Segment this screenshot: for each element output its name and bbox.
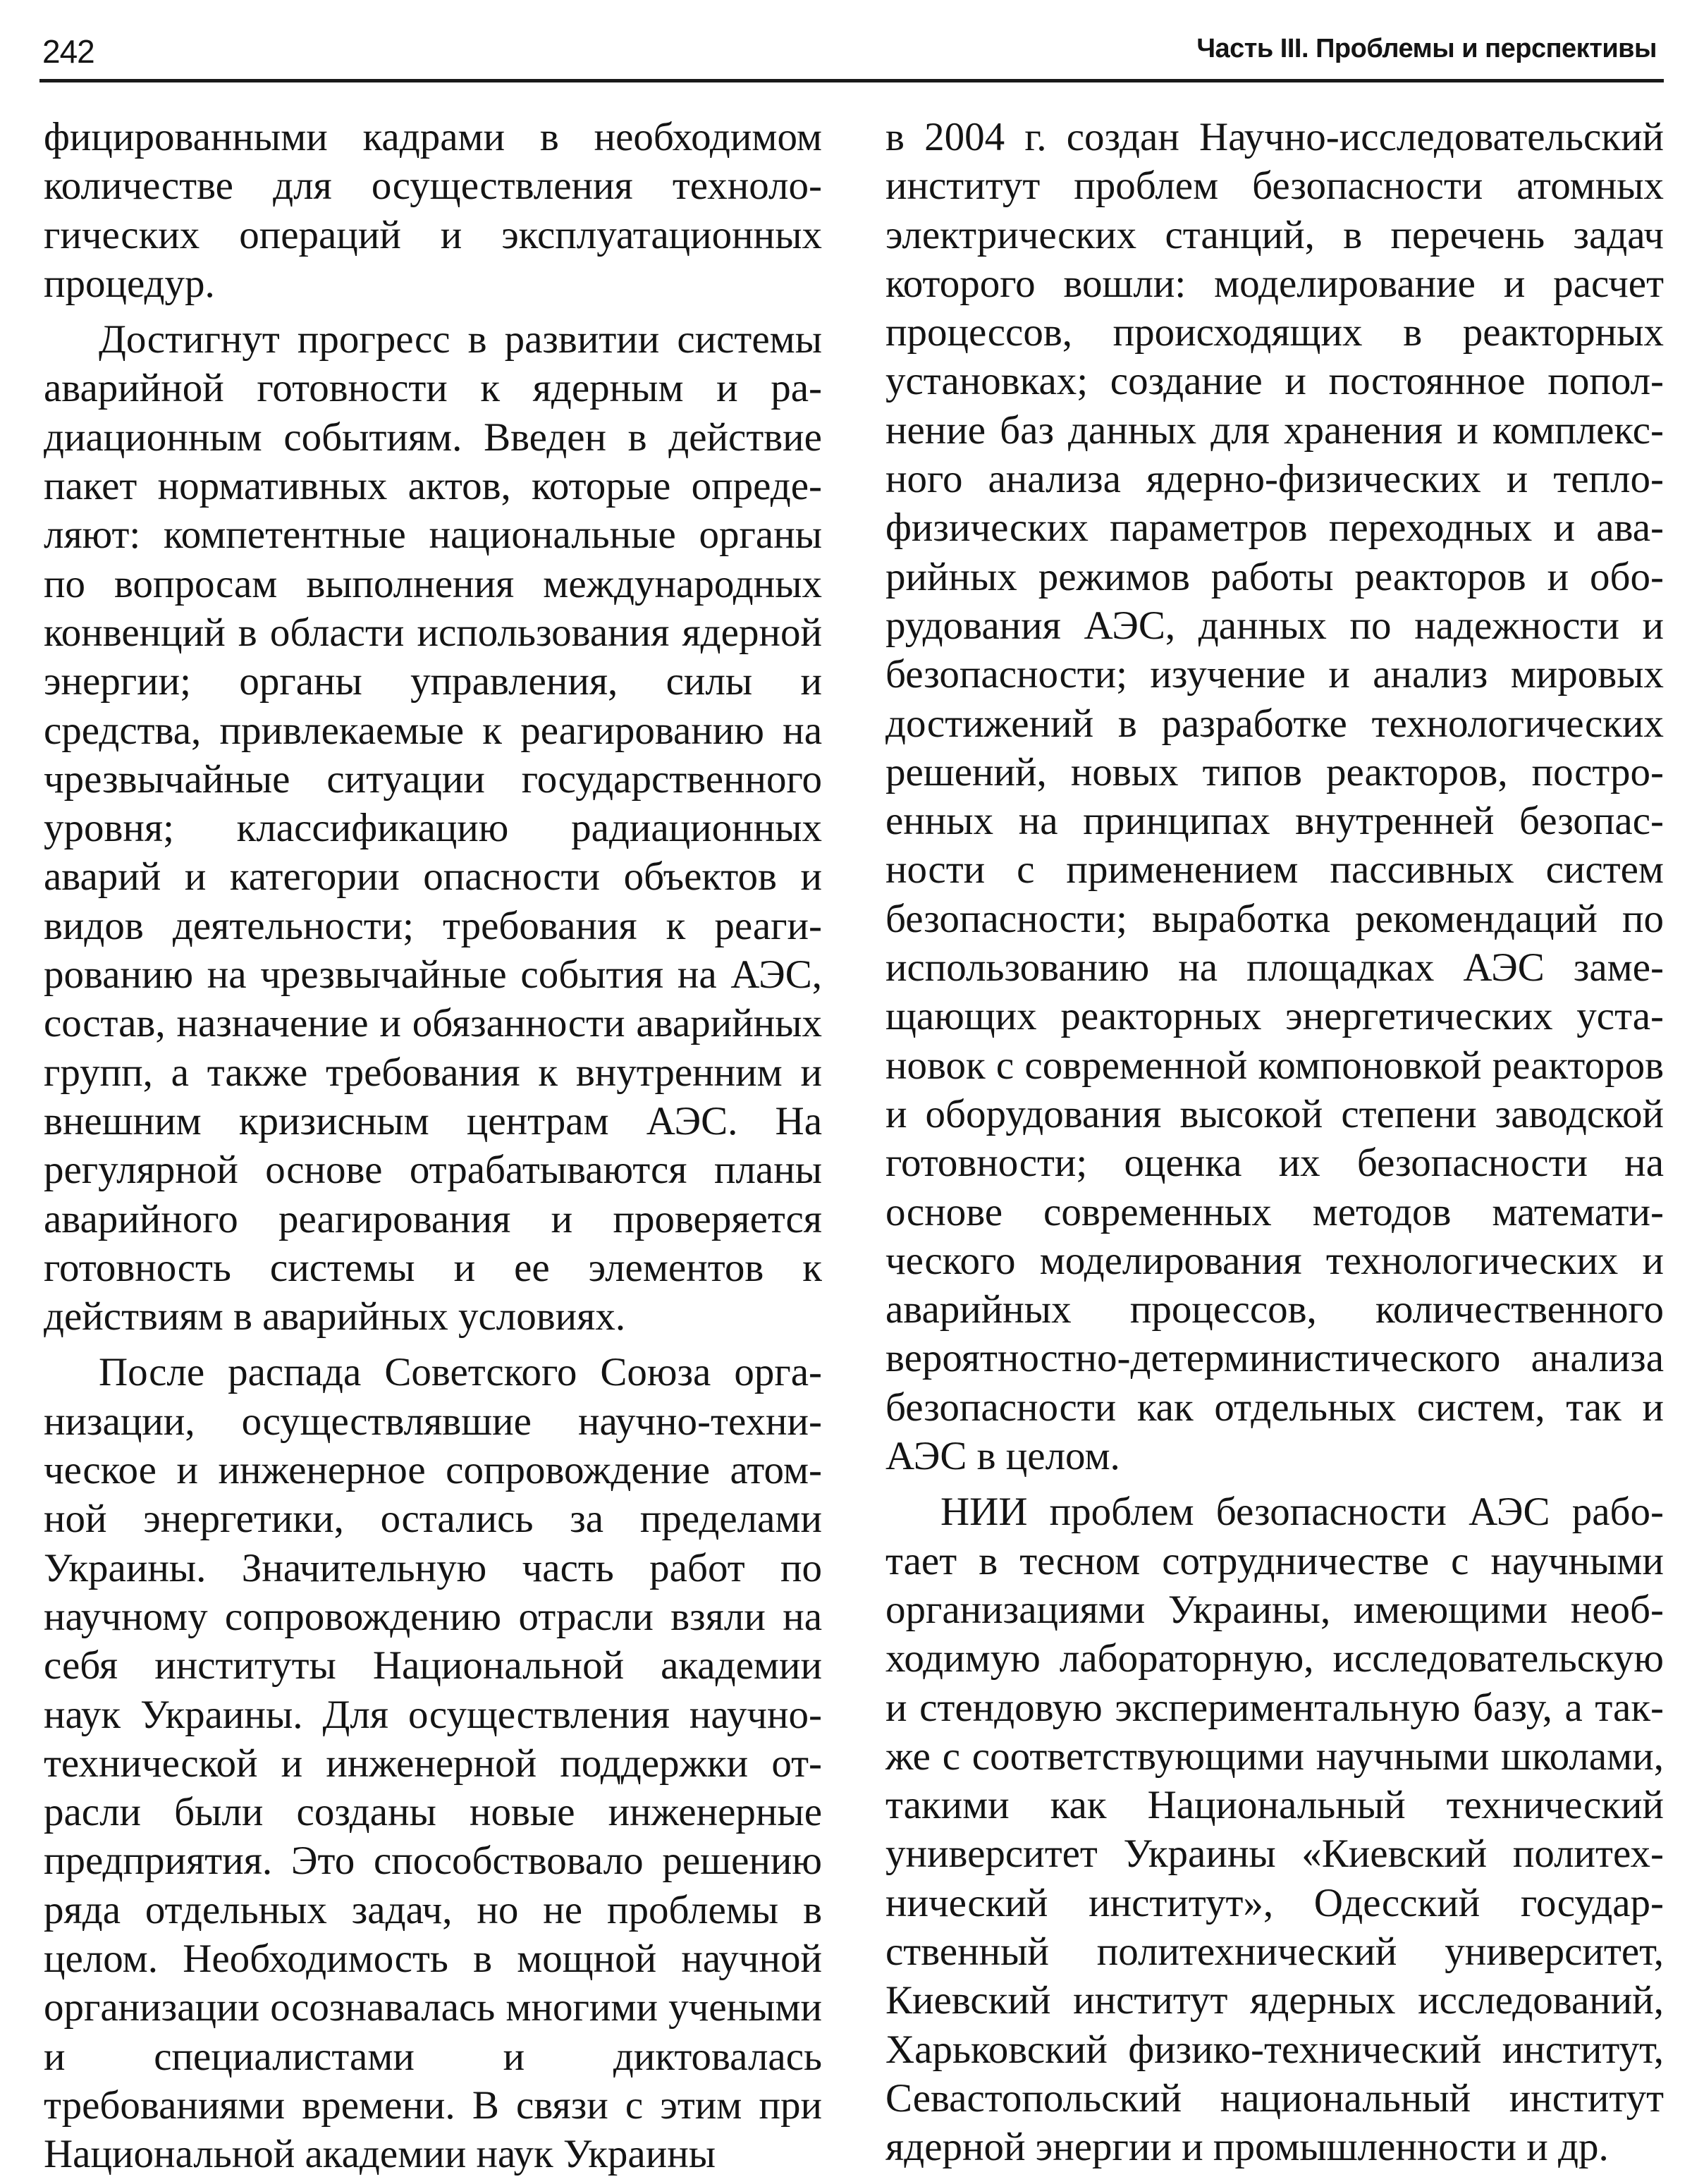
page-number: 242 [42, 33, 94, 70]
section-title: Часть III. Проблемы и перспективы [1196, 34, 1657, 63]
left-text-column [44, 113, 822, 2178]
paragraph: После распада Советского Союза организации, осуществлявшие научно-техническое и инженерное сопровождение атомной энергетики, остались за пределами Украины. Значительную часть работ по научному сопровождению отрасли взяли на себя институты Национальной академии наук Украины. Для осуществления научно-технической и инженерной поддержки отрасли были созданы новые инженерные предприятия. Это способствовало решению ряда отдельных задач, но не проблемы в целом. Необходимость в мощной научной организации осознавалась многими учеными и специалистами и диктовалась требованиями времени. В связи с этим при Национальной академии наук Украины [44, 1350, 822, 2177]
paragraph: фицированными кадрами в необходимом количестве для осуществления технологических операций и эксплуатационных процедур. [44, 115, 822, 306]
paragraph: в 2004 г. создан Научно-исследовательский институт проблем безопасности атомных электрических станций, в перечень задач которого вошли: моделирование и расчет процессов, происходящих в реакторных установках; создание и постоянное пополнение баз данных для хранения и комплексного анализа ядерно-физических и теплофизических параметров переходных и аварийных режимов работы реакторов и оборудования АЭС, данных по надежности и безопасности; изучение и анализ мировых достижений в разработке технологических решений, новых типов реакторов, построенных на принципах внутренней безопасности с применением пассивных систем безопасности; выработка рекомендаций по использованию на площадках АЭС замещающих реакторных энергетических установок с современной компоновкой реакторов и оборудования высокой степени заводской готовности; оценка их безопасности на основе современных методов математического моделирования технологических и аварийных процессов, количественного вероятностно-детерминистического анализа безопасности как отдельных систем, так и АЭС в целом. [885, 115, 1664, 1479]
running-header [39, 28, 1664, 82]
paragraph: НИИ проблем безопасности АЭС работает в тесном сотрудничестве с научными организациями Украины, имеющими необходимую лабораторную, исследовательскую и стендовую экспериментальную базу, а также с соответствующими научными школами, такими как Национальный технический университет Украины «Киевский политехнический институт», Одесский государственный политехнический университет, Киевский институт ядерных исследований, Харьковский физико-технический институт, Севастопольский национальный институт ядерной энергии и промышленности и др. [885, 1490, 1664, 2170]
right-text-column [885, 113, 1664, 2171]
paragraph: Достигнут прогресс в развитии системы аварийной готовности к ядерным и радиационным событиям. Введен в действие пакет нормативных актов, которые определяют: компетентные национальные органы по вопросам выполнения международных конвенций в области использования ядерной энергии; органы управления, силы и средства, привлекаемые к реагированию на чрезвычайные ситуации государственного уровня; классификацию радиационных аварий и категории опасности объектов и видов деятельности; требования к реагированию на чрезвычайные события на АЭС, состав, назначение и обязанности аварийных групп, а также требования к внутренним и внешним кризисным центрам АЭС. На регулярной основе отрабатываются планы аварийного реагирования и проверяется готовность системы и ее элементов к действиям в аварийных условиях. [44, 317, 822, 1339]
